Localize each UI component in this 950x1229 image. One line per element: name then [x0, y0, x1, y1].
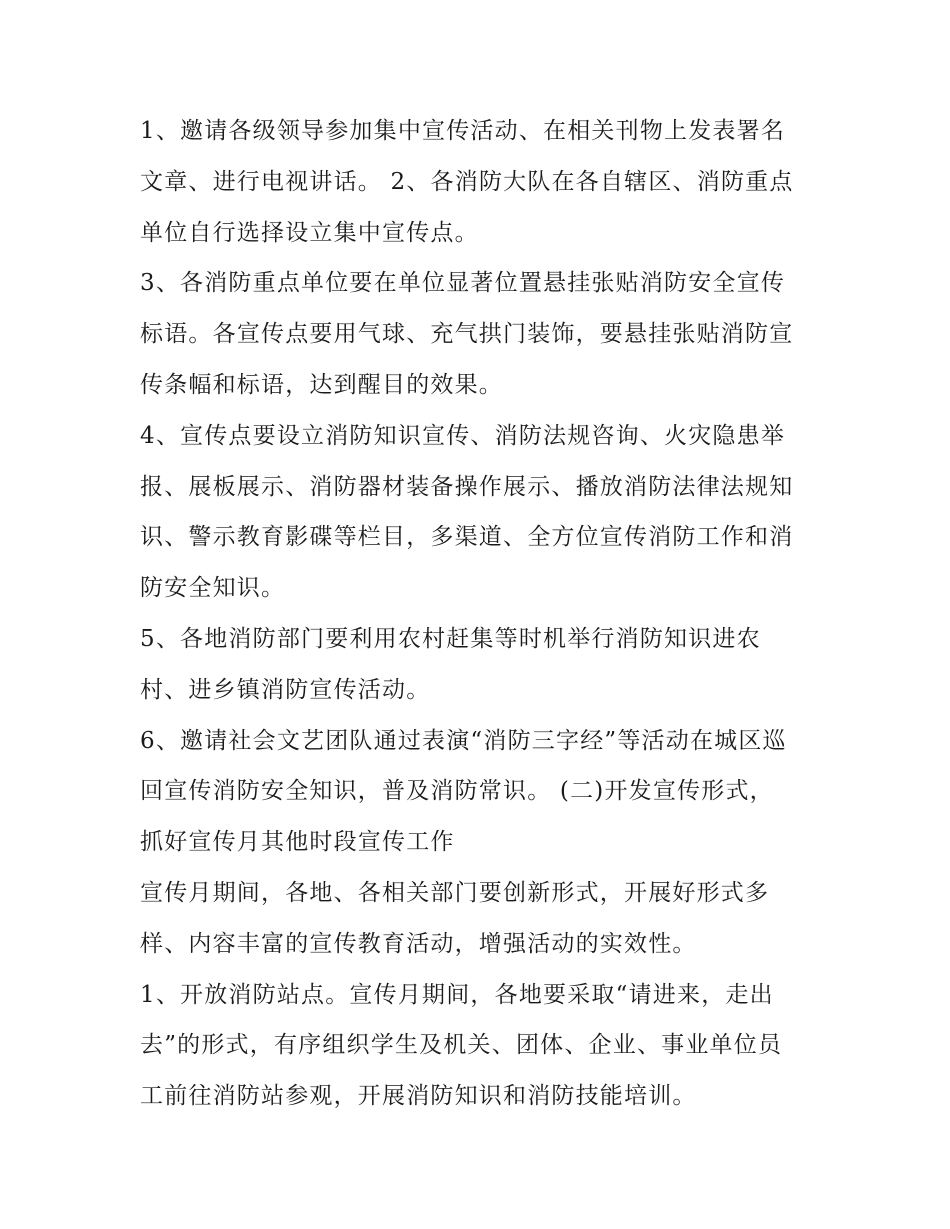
text-line: 6、邀请社会文艺团队通过表演“消防三字经”等活动在城区巡	[140, 727, 787, 754]
text-line: 去”的形式，有序组织学生及机关、团体、企业、事业单位员	[140, 1032, 783, 1059]
text-line: 1、开放消防站点。宣传月期间，各地要采取“请进来，走出	[140, 981, 774, 1008]
text-line: 报、展板展示、消防器材装备操作展示、播放消防法律法规知	[140, 473, 794, 500]
text-line: 村、进乡镇消防宣传活动。	[140, 676, 431, 703]
text-line: 3、各消防重点单位要在单位显著位置悬挂张贴消防安全宣传	[140, 270, 786, 297]
text-line: 4、宣传点要设立消防知识宣传、消防法规咨询、火灾隐患举	[140, 422, 786, 449]
text-line: 1、邀请各级领导参加集中宣传活动、在相关刊物上发表署名	[140, 118, 786, 144]
text-line: 回宣传消防安全知识，普及消防常识。 (二)开发宣传形式，	[140, 778, 774, 805]
text-line: 单位自行选择设立集中宣传点。	[140, 219, 479, 246]
text-line: 抓好宣传月其他时段宣传工作	[140, 829, 455, 856]
text-line: 样、内容丰富的宣传教育活动，增强活动的实效性。	[140, 930, 697, 957]
text-line: 宣传月期间，各地、各相关部门要创新形式，开展好形式多	[140, 879, 770, 906]
text-line: 防安全知识。	[140, 575, 286, 602]
text-line: 文章、进行电视讲话。 2、各消防大队在各自辖区、消防重点	[140, 168, 794, 195]
text-line: 工前往消防站参观，开展消防知识和消防技能培训。	[140, 1083, 697, 1110]
text-line: 5、各地消防部门要利用农村赶集等时机举行消防知识进农	[140, 625, 761, 652]
document-body	[140, 106, 820, 1122]
text-line: 标语。各宣传点要用气球、充气拱门装饰，要悬挂张贴消防宣	[140, 321, 794, 348]
text-line: 识、警示教育影碟等栏目，多渠道、全方位宣传消防工作和消	[140, 524, 794, 551]
text-line: 传条幅和标语，达到醒目的效果。	[140, 371, 503, 398]
